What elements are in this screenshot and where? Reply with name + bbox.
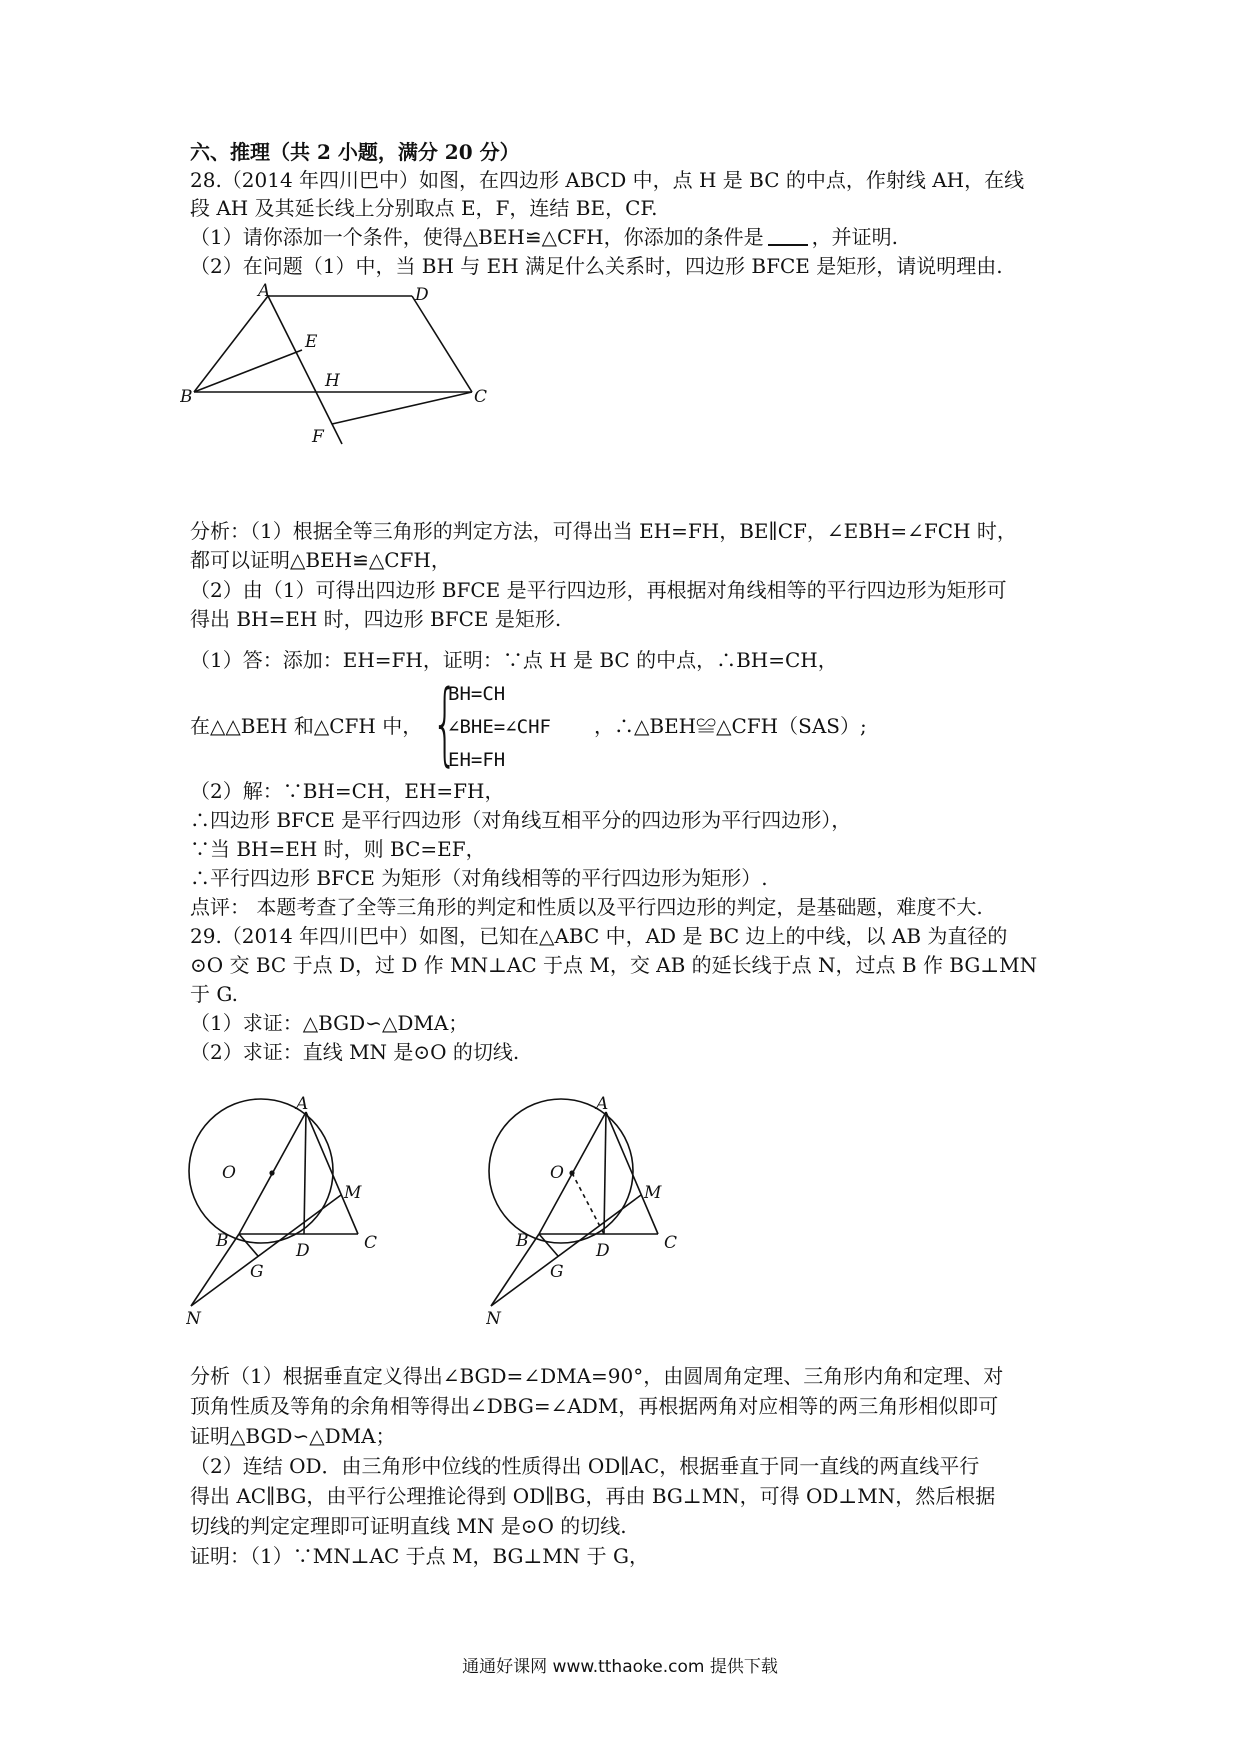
q28-analysis-3: （2）由（1）可得出四边形 BFCE 是平行四边形，再根据对角线相等的平行四边形为矩形可 xyxy=(190,578,1007,602)
q29-analysis-3: 证明△BGD∽△DMA； xyxy=(190,1424,396,1448)
q29-line-1: 29.（2014 年四川巴中）如图，已知在△ABC 中，AD 是 BC 边上的中线，以 AB 为直径的 xyxy=(190,924,1008,948)
label-A: A xyxy=(296,1096,309,1114)
system-equations xyxy=(448,678,551,777)
q28-analysis-4: 得出 BH=EH 时，四边形 BFCE 是矩形. xyxy=(190,607,562,631)
label-N: N xyxy=(486,1309,501,1326)
q28-part-1 xyxy=(190,223,898,251)
center-dot xyxy=(569,1170,574,1175)
label-H: H xyxy=(325,371,340,391)
segment-DC xyxy=(412,296,472,392)
label-G: G xyxy=(250,1262,264,1282)
dashed-OD xyxy=(572,1173,604,1234)
ray-AH xyxy=(268,296,342,444)
median-AD xyxy=(304,1112,306,1234)
q28-part-1-text: （1）请你添加一个条件，使得△BEH≌△CFH，你添加的条件是 xyxy=(190,225,764,249)
label-A: A xyxy=(596,1096,609,1114)
label-C: C xyxy=(474,387,488,407)
q29-analysis-6: 切线的判定定理即可证明直线 MN 是⊙O 的切线. xyxy=(190,1514,627,1538)
label-D: D xyxy=(596,1241,610,1261)
q29-analysis-4: （2）连结 OD．由三角形中位线的性质得出 OD∥AC，根据垂直于同一直线的两直线平行 xyxy=(190,1454,980,1478)
segment-BG xyxy=(239,1234,258,1256)
q28-analysis-1: 分析：（1）根据全等三角形的判定方法，可得出当 EH=FH，BE∥CF，∠EBH=∠FCH 时， xyxy=(190,519,1017,543)
figure-circle-left xyxy=(186,1096,406,1326)
page-footer: 通通好课网 www.tthaoke.com 提供下载 xyxy=(462,1657,778,1677)
label-F: F xyxy=(312,427,324,447)
label-N: N xyxy=(186,1309,201,1326)
q28-part-2: （2）在问题（1）中，当 BH 与 EH 满足什么关系时，四边形 BFCE 是矩形，请说明理由. xyxy=(190,254,1003,278)
system-conclusion: ，∴△BEH≌△CFH（SAS）; xyxy=(594,714,867,738)
label-E: E xyxy=(305,332,318,352)
q28-line-1: 28.（2014 年四川巴中）如图，在四边形 ABCD 中，点 H 是 BC 的中点，作射线 AH，在线 xyxy=(190,168,1025,192)
q28-line-2: 段 AH 及其延长线上分别取点 E，F，连结 BE，CF. xyxy=(190,196,658,220)
label-B: B xyxy=(216,1231,229,1251)
q28-analysis-2: 都可以证明△BEH≌△CFH， xyxy=(190,548,451,572)
system-eq-1: BH=CH xyxy=(448,683,506,705)
label-D: D xyxy=(415,285,429,305)
label-M: M xyxy=(344,1183,362,1203)
label-G: G xyxy=(550,1262,564,1282)
label-C: C xyxy=(364,1233,378,1253)
label-D: D xyxy=(296,1241,310,1261)
q29-analysis-2: 顶角性质及等角的余角相等得出∠DBG=∠ADM，再根据两角对应相等的两三角形相似即可 xyxy=(190,1394,999,1418)
q29-analysis-5: 得出 AC∥BG，由平行公理推论得到 OD∥BG，再由 BG⊥MN，可得 OD⊥MN，然后根据 xyxy=(190,1484,996,1508)
label-M: M xyxy=(644,1183,662,1203)
q29-proof-1: 证明：（1）∵MN⊥AC 于点 M，BG⊥MN 于 G， xyxy=(190,1544,649,1568)
label-B: B xyxy=(180,387,193,407)
extension-BN xyxy=(491,1234,539,1306)
label-A: A xyxy=(258,282,271,301)
section-heading: 六、推理（共 2 小题，满分 20 分） xyxy=(190,140,520,164)
q29-part-1: （1）求证：△BGD∽△DMA； xyxy=(190,1011,469,1035)
center-dot xyxy=(269,1170,274,1175)
left-brace: { xyxy=(432,671,458,776)
q29-line-2: ⊙O 交 BC 于点 D，过 D 作 MN⊥AC 于点 M，交 AB 的延长线于点 N，过点 B 作 BG⊥MN xyxy=(190,953,1038,977)
q29-analysis-1: 分析（1）根据垂直定义得出∠BGD=∠DMA=90°，由圆周角定理、三角形内角和定理、对 xyxy=(190,1364,1004,1388)
label-C: C xyxy=(664,1233,678,1253)
segment-CF xyxy=(332,392,472,424)
label-B: B xyxy=(516,1231,529,1251)
system-eq-2: ∠BHE=∠CHF xyxy=(448,716,551,738)
q28-solution-4: ∴平行四边形 BFCE 为矩形（对角线相等的平行四边形为矩形）. xyxy=(190,866,768,890)
circle-O xyxy=(189,1099,333,1243)
q28-part-1-tail: ，并证明. xyxy=(811,225,898,249)
answer-blank xyxy=(768,226,808,246)
figure-quadrilateral xyxy=(180,282,500,506)
q29-part-2: （2）求证：直线 MN 是⊙O 的切线. xyxy=(190,1040,520,1064)
q28-answer-1: （1）答：添加：EH=FH，证明：∵点 H 是 BC 的中点，∴BH=CH， xyxy=(190,648,838,672)
q29-line-3: 于 G. xyxy=(190,982,238,1006)
line-MN xyxy=(491,1195,641,1306)
extension-BN xyxy=(191,1234,239,1306)
label-O: O xyxy=(222,1163,236,1183)
system-eq-3: EH=FH xyxy=(448,749,506,771)
q28-solution-3: ∵当 BH=EH 时，则 BC=EF， xyxy=(190,837,486,861)
q28-comment: 点评： 本题考查了全等三角形的判定和性质以及平行四边形的判定，是基础题，难度不大. xyxy=(190,895,983,919)
q28-solution-1: （2）解：∵BH=CH，EH=FH， xyxy=(190,779,505,803)
line-MN xyxy=(191,1195,341,1306)
figure-circle-right xyxy=(486,1096,706,1326)
system-intro: 在△△BEH 和△CFH 中， xyxy=(190,714,423,738)
label-O: O xyxy=(550,1163,564,1183)
q28-solution-2: ∴四边形 BFCE 是平行四边形（对角线互相平分的四边形为平行四边形）， xyxy=(190,808,852,832)
segment-BG xyxy=(539,1234,558,1256)
median-AD xyxy=(604,1112,606,1234)
